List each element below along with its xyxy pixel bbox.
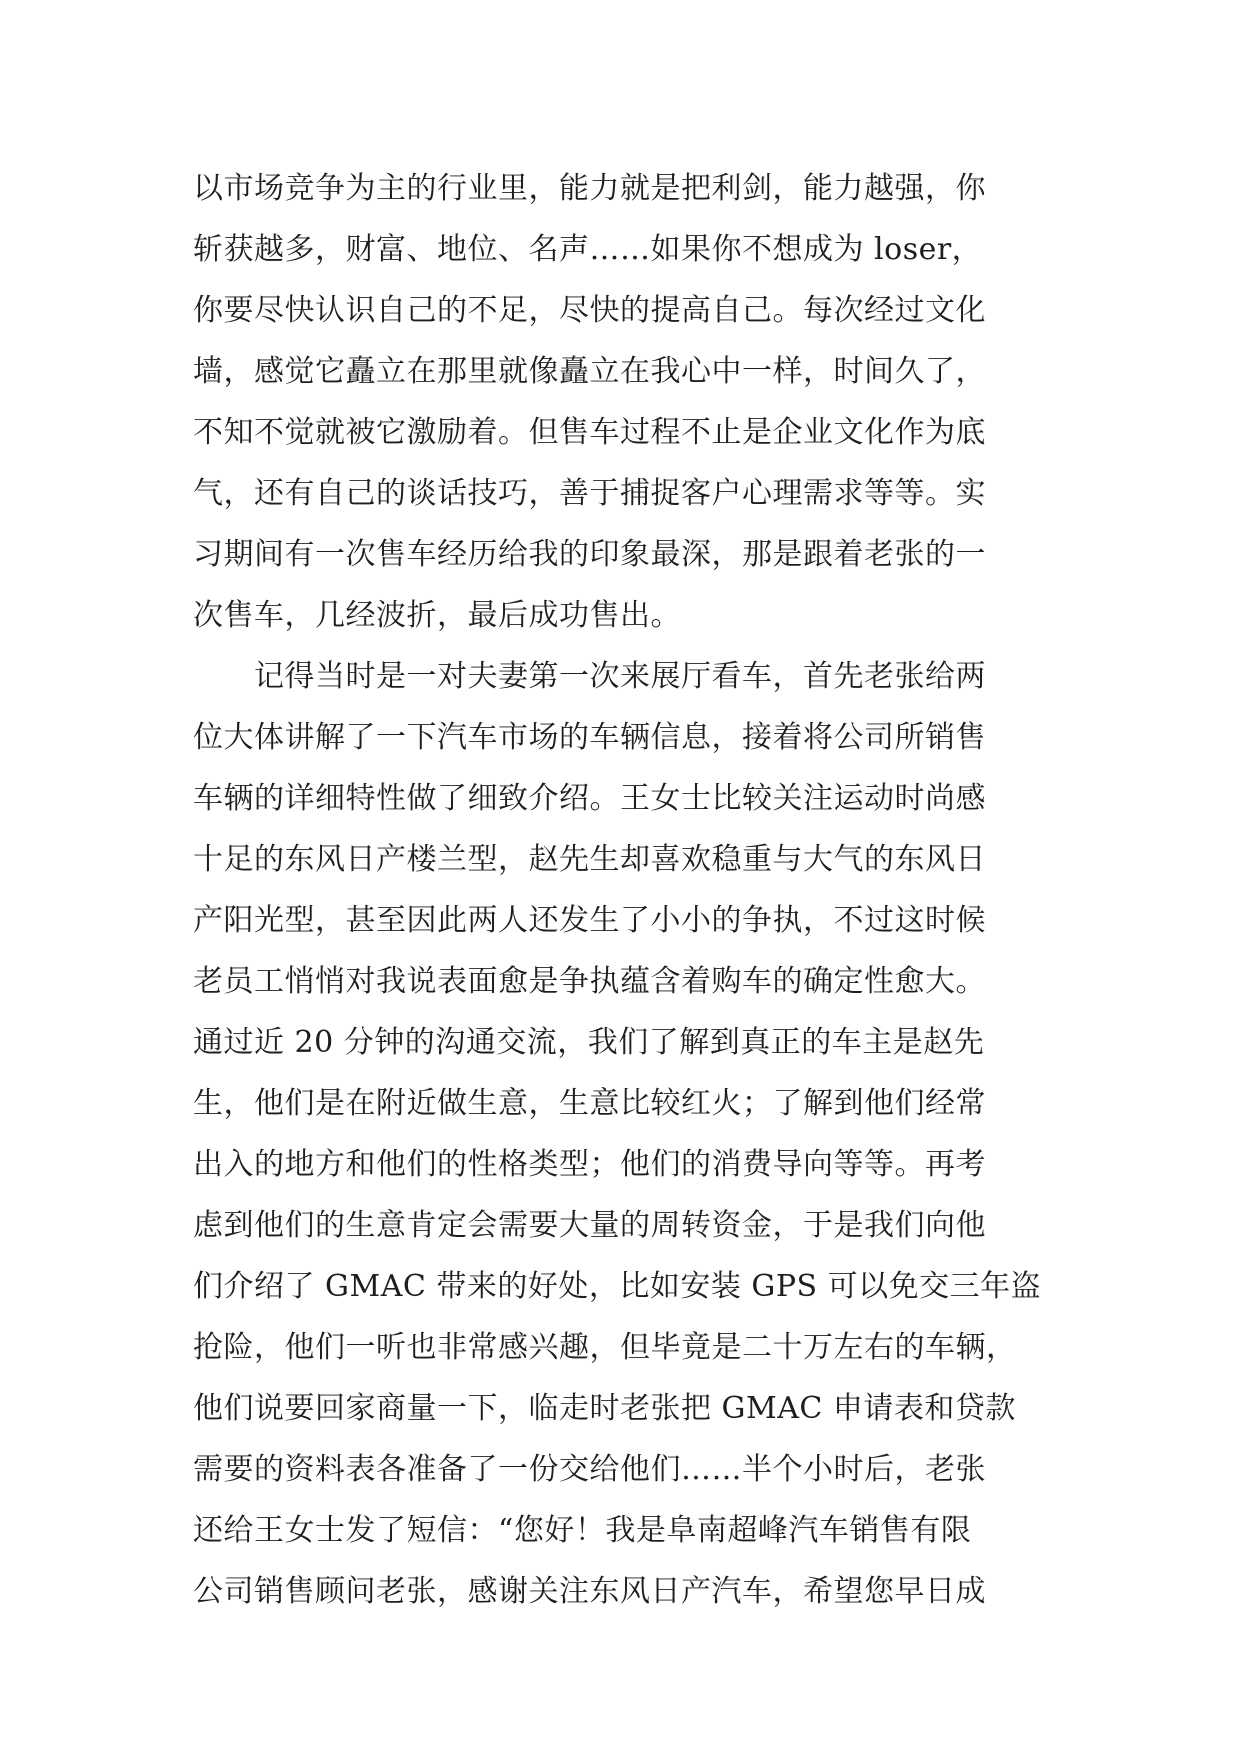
- text-line: 还给王女士发了短信：“您好！我是阜南超峰汽车销售有限: [193, 1513, 972, 1548]
- text-line: 以市场竞争为主的行业里，能力就是把利剑，能力越强，你: [193, 171, 986, 206]
- document-body: [193, 158, 1073, 1622]
- text-line: 老员工悄悄对我说表面愈是争执蕴含着购车的确定性愈大。: [193, 964, 986, 999]
- text-line: 斩获越多，财富、地位、名声……如果你不想成为 loser，: [193, 232, 983, 267]
- text-line: 抢险，他们一听也非常感兴趣，但毕竟是二十万左右的车辆，: [193, 1330, 1017, 1365]
- paragraph-2: [193, 646, 1073, 1622]
- text-line: 次售车，几经波折，最后成功售出。: [193, 598, 681, 633]
- paragraph-1: [193, 158, 1073, 646]
- text-line: 墙，感觉它矗立在那里就像矗立在我心中一样，时间久了，: [193, 354, 986, 389]
- text-line: 不知不觉就被它激励着。但售车过程不止是企业文化作为底: [193, 415, 986, 450]
- text-line: 通过近 20 分钟的沟通交流，我们了解到真正的车主是赵先: [193, 1025, 985, 1060]
- text-line: 十足的东风日产楼兰型，赵先生却喜欢稳重与大气的东风日: [193, 842, 986, 877]
- text-line: 气，还有自己的谈话技巧，善于捕捉客户心理需求等等。实: [193, 476, 986, 511]
- text-line: 他们说要回家商量一下，临走时老张把 GMAC 申请表和贷款: [193, 1391, 1016, 1426]
- text-line: 需要的资料表各准备了一份交给他们……半个小时后，老张: [193, 1452, 986, 1487]
- text-line: 公司销售顾问老张，感谢关注东风日产汽车，希望您早日成: [193, 1574, 986, 1609]
- text-line: 们介绍了 GMAC 带来的好处，比如安装 GPS 可以免交三年盗: [193, 1269, 1042, 1304]
- text-line: 车辆的详细特性做了细致介绍。王女士比较关注运动时尚感: [193, 781, 986, 816]
- text-line: 位大体讲解了一下汽车市场的车辆信息，接着将公司所销售: [193, 720, 986, 755]
- text-line: 产阳光型，甚至因此两人还发生了小小的争执，不过这时候: [193, 903, 986, 938]
- text-line: 生，他们是在附近做生意，生意比较红火；了解到他们经常: [193, 1086, 986, 1121]
- text-line: 记得当时是一对夫妻第一次来展厅看车，首先老张给两: [193, 659, 986, 694]
- text-line: 出入的地方和他们的性格类型；他们的消费导向等等。再考: [193, 1147, 986, 1182]
- text-line: 习期间有一次售车经历给我的印象最深，那是跟着老张的一: [193, 537, 986, 572]
- text-line: 虑到他们的生意肯定会需要大量的周转资金，于是我们向他: [193, 1208, 986, 1243]
- text-line: 你要尽快认识自己的不足，尽快的提高自己。每次经过文化: [193, 293, 986, 328]
